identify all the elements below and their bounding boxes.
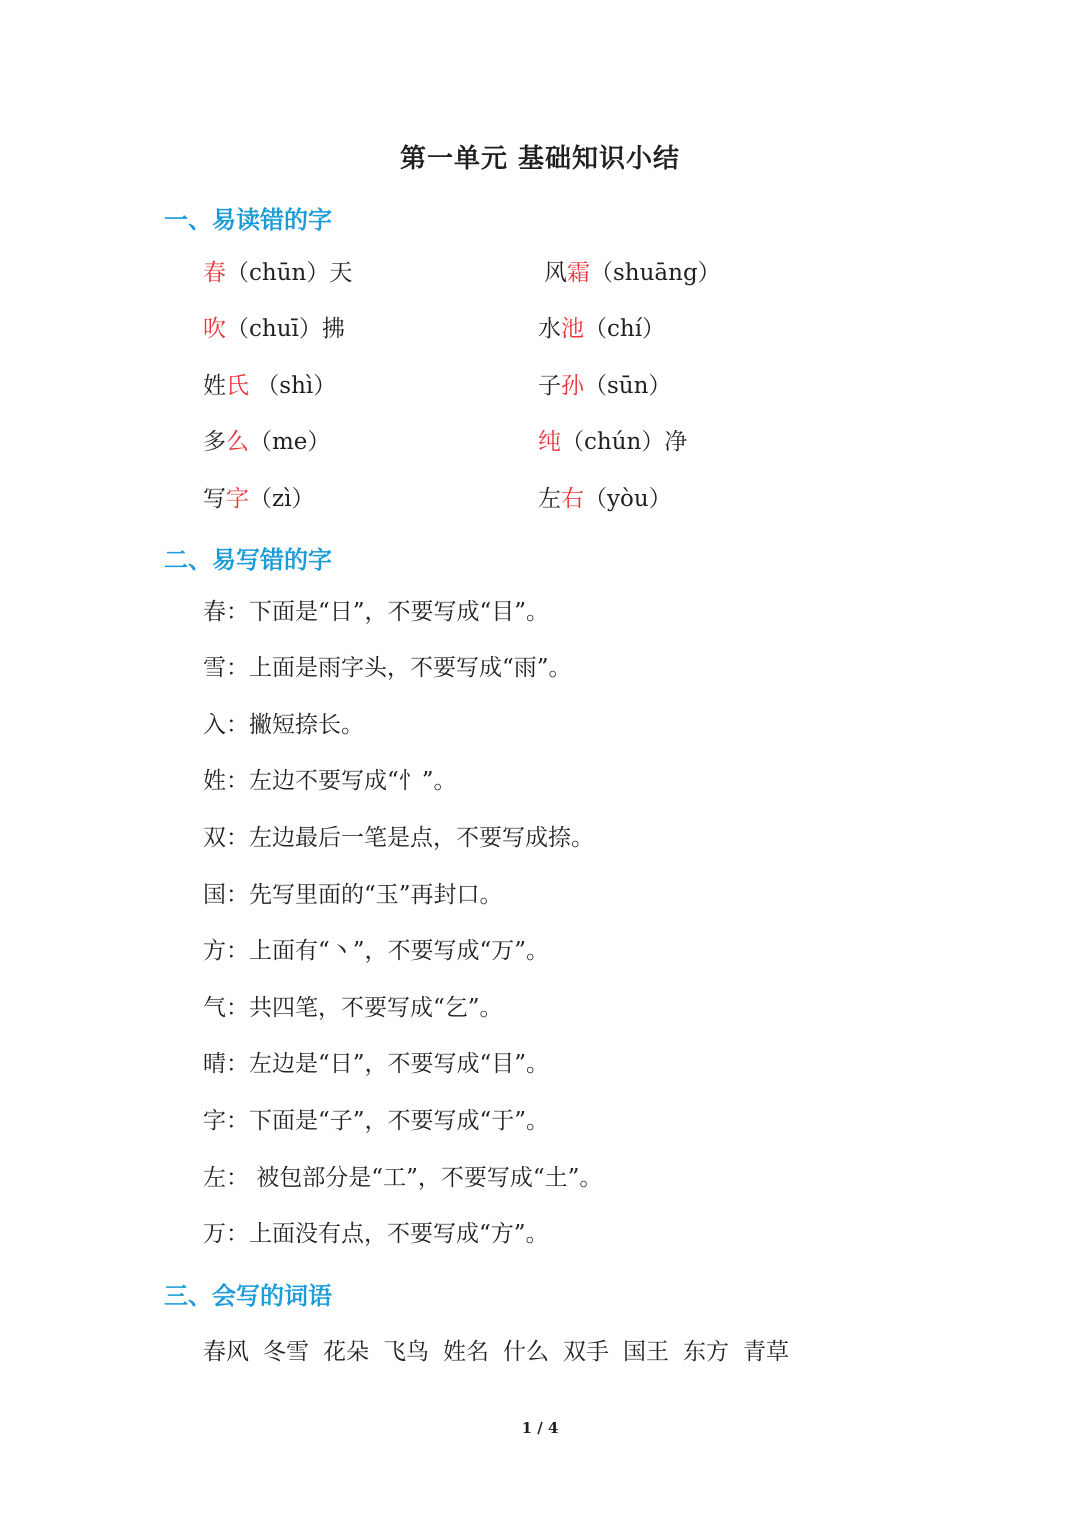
reading-item: 吹（chuī）拂 <box>203 316 345 342</box>
writing-tip: 入：撇短捺长。 <box>203 712 364 738</box>
word-item: 什么 <box>503 1339 549 1365</box>
writing-tip: 万：上面没有点，不要写成“方”。 <box>203 1221 549 1247</box>
page-title: 第一单元 基础知识小结 <box>399 144 681 174</box>
writing-tip: 春：下面是“日”，不要写成“目”。 <box>203 599 550 625</box>
word-item: 双手 <box>563 1339 609 1365</box>
word-item: 青草 <box>743 1339 789 1365</box>
word-item: 春风 <box>203 1339 249 1365</box>
writing-tip: 姓：左边不要写成“忄”。 <box>203 768 457 794</box>
word-item: 姓名 <box>443 1339 489 1365</box>
reading-item: 风霜（shuāng） <box>544 260 721 286</box>
word-item: 飞鸟 <box>383 1339 429 1365</box>
writing-tip: 方：上面有“丶”，不要写成“万”。 <box>203 938 550 964</box>
word-item: 国王 <box>623 1339 669 1365</box>
section-heading-2: 二、易写错的字 <box>164 546 332 574</box>
writing-tip: 国：先写里面的“玉”再封口。 <box>203 882 503 908</box>
section-heading-3: 三、会写的词语 <box>164 1282 332 1310</box>
reading-item: 春（chūn）天 <box>203 260 353 286</box>
reading-item: 写字（zì） <box>203 486 315 512</box>
word-list <box>203 1333 803 1366</box>
writing-tip: 雪：上面是雨字头，不要写成“雨”。 <box>203 655 572 681</box>
reading-item: 水池（chí） <box>538 316 666 342</box>
word-item: 冬雪 <box>263 1339 309 1365</box>
writing-tip: 左： 被包部分是“工”，不要写成“土”。 <box>203 1165 603 1191</box>
word-item: 花朵 <box>323 1339 369 1365</box>
reading-item: 多么（me） <box>203 429 331 455</box>
writing-tip: 晴：左边是“日”，不要写成“目”。 <box>203 1051 550 1077</box>
reading-item: 姓氏 （shì） <box>203 373 337 399</box>
word-item: 东方 <box>683 1339 729 1365</box>
writing-tip: 双：左边最后一笔是点，不要写成捺。 <box>203 825 594 851</box>
section-heading-1: 一、易读错的字 <box>164 206 332 234</box>
page-number: 1 / 4 <box>521 1419 559 1437</box>
reading-item: 子孙（sūn） <box>538 373 672 399</box>
reading-item: 纯（chún）净 <box>538 429 688 455</box>
writing-tip: 字：下面是“子”，不要写成“于”。 <box>203 1108 550 1134</box>
writing-tip: 气：共四笔，不要写成“乞”。 <box>203 995 503 1021</box>
reading-item: 左右（yòu） <box>538 486 672 512</box>
